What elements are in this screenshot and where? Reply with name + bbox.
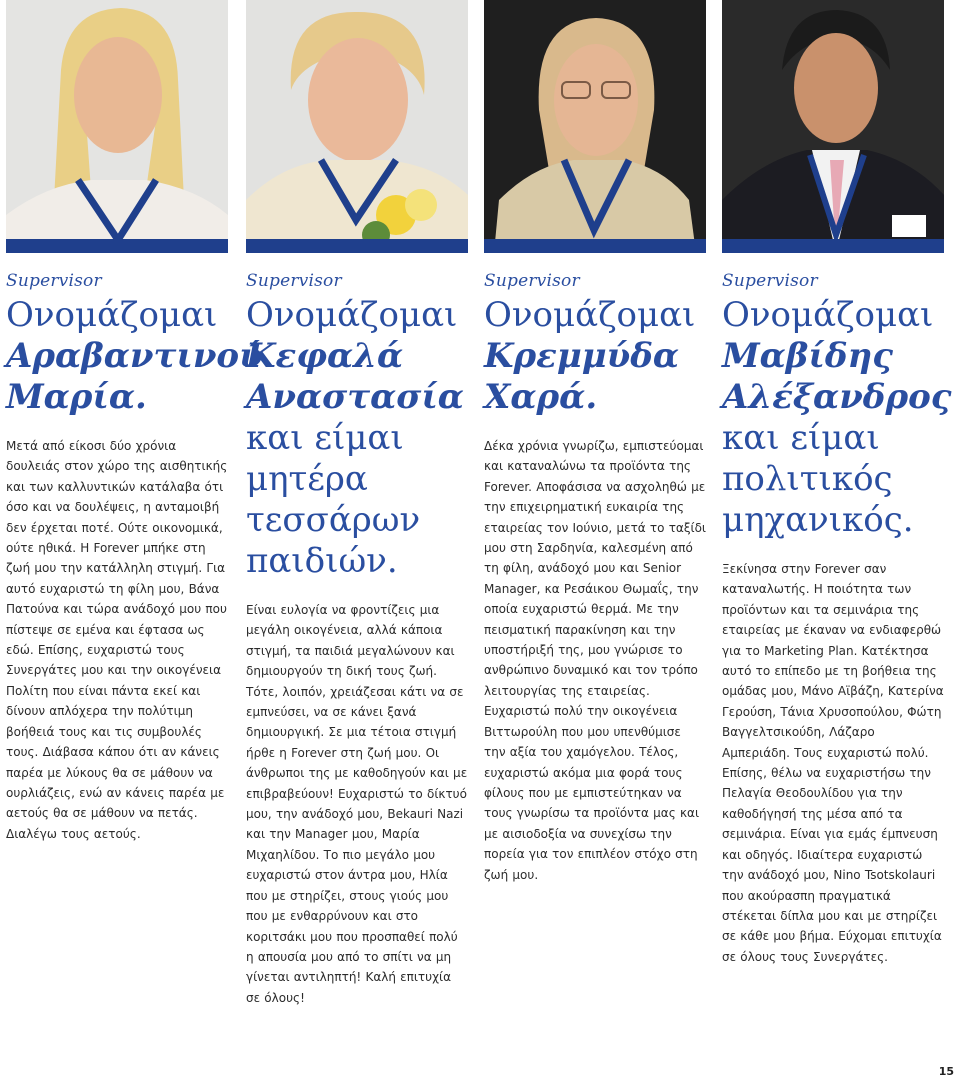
testimonial-paragraph: Δέκα χρόνια γνωρίζω, εμπιστεύομαι και καταναλώνω τα προϊόντα της Forever. Αποφάσισα να ασχοληθώ με την επιχειρηματική ευκαιρία της εταιρείας τον Ιούνιο, μετά το ταξίδι μου στη Σαρδηνία, καλεσμένη από τη φίλη, ανάδοχό μου και Senior Manager, κα Ρεσάικου Θωμαΐς, την οποία ευχαριστώ θερμά. Με την πεισματική παρακίνηση και την υποστήριξή της, μου γνώρισε το ανθρώπινο δυναμικό και τον τρόπο λειτουργίας της εταιρείας. Ευχαριστώ πολύ την οικογένεια Βιττωρούλη που μου υπενθύμισε την αξία του χαμόγελου. Τέλος, ευχαριστώ ακόμα μια φορά τους φίλους που με εμπιστεύτηκαν να τους γνωρίσω τα προϊόντα μας και με αισιοδοξία να συνεχίσω την πορεία για τον επιπλέον στόχο στη ζωή μου.: [484, 439, 706, 882]
portrait-photo: [246, 0, 468, 253]
headline-suffix: και είμαι πολιτικός μηχανικός.: [722, 418, 914, 540]
portrait-woman-glasses-icon: [484, 0, 706, 253]
profile-card-2: [246, 0, 468, 1008]
role-label: Supervisor: [484, 271, 580, 291]
testimonial-paragraph: Είναι ευλογία να φροντίζεις μια μεγάλη οικογένεια, αλλά κάποια στιγμή, τα παιδιά μεγαλώνουν και δημιουργούν τη δική τους ζωή. Τότε, λοιπόν, χρειάζεσαι κάτι να σε εμπνεύσει, να σε κάνει ξανά δημιουργική. Σε μια τέτοια στιγμή ήρθε η Forever στη ζωή μου. Οι άνθρωποι της με καθοδηγούν και με επιβραβεύουν! Ευχαριστώ το δίκτυό μου, την ανάδοχό μου, Bekauri Nazi και την Manager μου, Μαρία Μιχαηλίδου. Το πιο μεγάλο μου ευχαριστώ στον άντρα μου, Ηλία που με στηρίζει, στους γιούς μου που με ενθαρρύνουν και στο κοριτσάκι μου που προσπαθεί πολύ η απουσία μου από το σπίτι να μη γίνεται αντιληπτή! Καλή επιτυχία σε όλους!: [246, 603, 468, 1005]
testimonial-paragraph: Ξεκίνησα στην Forever σαν καταναλωτής. Η ποιότητα των προϊόντων και τα σεμινάρια της εταιρείας με έκαναν να ενδιαφερθώ για το Marketing Plan. Κατέκτησα αυτό το επίπεδο με τη βοήθεια της ομάδας μου, Μάνο Αϊβάζη, Κατερίνα Γερούση, Τάνια Χρυσοπούλου, Φώτη Βαγγελτσικούδη, Λάζαρο Αμπεριάδη. Τους ευχαριστώ πολύ. Επίσης, θέλω να ευχαριστήσω την Πελαγία Θεοδουλίδου για την καθοδήγησή της μέσα από τα σεμινάρια. Είναι για εμάς έμπνευση και οδηγός. Ιδιαίτερα ευχαριστώ την ανάδοχό μου, Nino Tsotskolauri που ακούρασπη πραγματικά στέκεται δίπλα μου και με στηρίζει σε κάθε μου βήμα. Εύχομαι επιτυχία σε όλους τους Συνεργάτες.: [722, 562, 944, 964]
portrait-woman-flowers-icon: [246, 0, 468, 253]
headline-intro: Ονομάζομαι: [246, 295, 458, 335]
portrait-woman-blonde-icon: [6, 0, 228, 253]
headline: [722, 295, 952, 541]
portrait-man-suit-icon: [722, 0, 944, 253]
testimonial-text: [484, 436, 706, 885]
profile-card-4: [722, 0, 952, 967]
portrait-photo: [722, 0, 944, 253]
person-name: Κεφαλά Αναστασία: [246, 336, 464, 417]
testimonial-text: [722, 559, 944, 967]
headline: [6, 295, 263, 418]
photo-band: [6, 239, 228, 253]
person-name: Μαβίδης Αλέξανδρος: [722, 336, 952, 417]
portrait-photo: [484, 0, 706, 253]
role-label: Supervisor: [722, 271, 818, 291]
headline-intro: Ονομάζομαι: [6, 295, 218, 335]
headline-intro: Ονομάζομαι: [484, 295, 696, 335]
testimonial-text: [6, 436, 228, 844]
role-label: Supervisor: [6, 271, 102, 291]
profile-card-3: [484, 0, 706, 885]
headline-intro: Ονομάζομαι: [722, 295, 934, 335]
person-name: Αραβαντινού Μαρία.: [6, 336, 263, 417]
headline-suffix: και είμαι μητέρα τεσσάρων παιδιών.: [246, 418, 421, 581]
testimonial-paragraph: Μετά από είκοσι δύο χρόνια δουλειάς στον χώρο της αισθητικής και των καλλυντικών κατάλαβα ότι όσο και να δουλέψεις, η ανταμοιβή δεν έρχεται ποτέ. Ούτε οικονομικά, ούτε ηθικά. Η Forever μπήκε στη ζωή μου την κατάλληλη στιγμή. Για αυτό ευχαριστώ τη φίλη μου, Βάνα Πατούνα και τώρα ανάδοχό μου που πίστεψε σε εμένα και έφτασα ως εδώ. Επίσης, ευχαριστώ τους Συνεργάτες μου και την οικογένεια Πολίτη που είναι πάντα εκεί και δίνουν απλόχερα την πολύτιμη βοήθειά τους και τις συμβουλές τους. Διάβασα κάπου ότι αν κάνεις παρέα με λύκους θα σε μάθουν να ουρλιάζεις, ενώ αν κάνεις παρέα με αετούς θα σε μάθουν να πετάς. Διαλέγω τους αετούς.: [6, 439, 228, 841]
photo-band: [484, 239, 706, 253]
portrait-photo: [6, 0, 228, 253]
photo-band: [722, 239, 944, 253]
headline: [246, 295, 468, 582]
role-label: Supervisor: [246, 271, 342, 291]
person-name: Κρεμμύδα Χαρά.: [484, 336, 680, 417]
headline: [484, 295, 706, 418]
photo-band: [246, 239, 468, 253]
testimonial-text: [246, 600, 468, 1008]
page-number: 15: [938, 1065, 954, 1078]
profile-card-1: [6, 0, 263, 844]
